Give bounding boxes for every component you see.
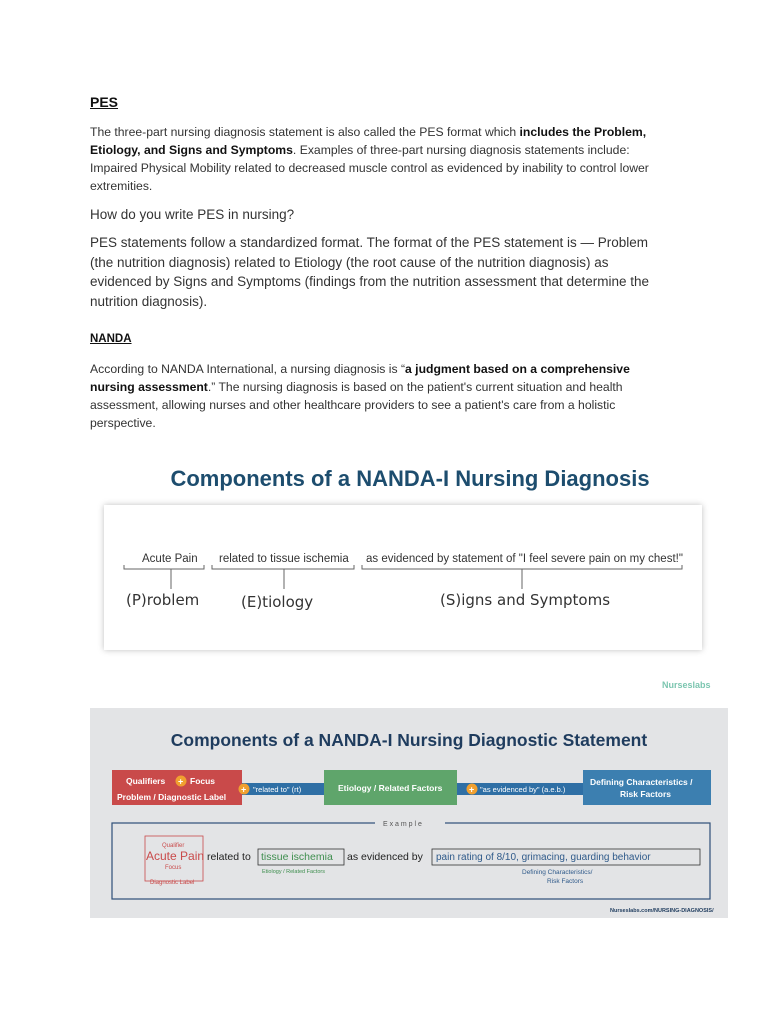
pes-heading: PES — [90, 94, 119, 110]
figure1-title: Components of a NANDA-I Nursing Diagnosis — [170, 466, 650, 491]
ex-qualifier: Qualifier — [162, 843, 185, 849]
fig1-label-signs: (S)igns and Symptoms — [440, 591, 611, 609]
fig1-segment-signs: as evidenced by statement of "I feel severe pain on my chest!" — [366, 553, 683, 565]
fig1-label-problem: (P)roblem — [126, 591, 200, 609]
f2-footer-logo: Nurseslabs.com/NURSING-DIAGNOSIS/ — [610, 908, 714, 914]
fig1-label-etiology: (E)tiology — [241, 593, 314, 611]
fig1-segment-problem: Acute Pain — [142, 553, 198, 565]
nanda-text-bold: a judgment based on a comprehensive nursing assessment — [90, 362, 630, 394]
f2-qualifiers: Qualifiers — [126, 776, 166, 786]
nurseslabs-logo: Nurseslabs — [662, 680, 711, 690]
ex-diagnostic-label: Diagnostic Label — [150, 880, 195, 886]
pes-text-a: The three-part nursing diagnosis statement is also called the PES format which — [90, 125, 520, 139]
ex-defchar-line2: Risk Factors — [547, 878, 584, 885]
f2-example-label: E x a m p l e — [383, 821, 422, 828]
nanda-text-b: .” The nursing diagnosis is based on the patient's current situation and health assessment, allowing nurses and other healthcare providers to see a patient's care from a holistic perspective. — [90, 380, 623, 430]
figure1-diagram — [104, 505, 702, 650]
pes-question: How do you write PES in nursing? — [90, 207, 295, 222]
nanda-text-a: According to NANDA International, a nursing diagnosis is “ — [90, 362, 406, 376]
f2-focus: Focus — [190, 776, 216, 786]
f2-etiology-box: Etiology / Related Factors — [338, 783, 443, 793]
pes-text-b: . Examples of three-part nursing diagnosis statements include: Impaired Physical Mobility related to decreased muscle control as evidenced by inability to control lower extremities. — [90, 143, 649, 193]
ex-acute-pain: Acute Pain — [146, 849, 205, 863]
f2-defchar-line1: Defining Characteristics / — [590, 777, 693, 787]
figure2-title: Components of a NANDA-I Nursing Diagnostic Statement — [170, 730, 648, 750]
svg-text:+: + — [469, 784, 475, 795]
fig1-segment-etiology: related to tissue ischemia — [219, 553, 349, 565]
pes-text-bold: includes the Problem, Etiology, and Signs and Symptoms — [90, 125, 647, 157]
ex-defchar-line1: Defining Characteristics/ — [522, 869, 593, 876]
f2-problem-label: Problem / Diagnostic Label — [117, 792, 227, 802]
ex-signs: pain rating of 8/10, grimacing, guarding behavior — [436, 852, 651, 863]
f2-related-to-connector: "related to" (rt) — [253, 785, 302, 794]
nanda-paragraph — [90, 360, 675, 432]
pes-paragraph — [90, 123, 675, 195]
f2-aeb-connector: "as evidenced by" (a.e.b.) — [480, 785, 566, 794]
nanda-heading: NANDA — [90, 333, 132, 345]
ex-focus: Focus — [165, 865, 182, 871]
f2-defchar-line2: Risk Factors — [620, 789, 672, 799]
ex-tissue-ischemia: tissue ischemia — [261, 851, 333, 863]
ex-related-to: related to — [207, 851, 251, 863]
pes-format-paragraph: PES statements follow a standardized format. The format of the PES statement is — Problem (the nutrition diagnosis) related to Etiology (the root cause of the nutrition diagnosis) as evidenced by Signs and Symptoms (findings from the nutrition assessment that determine the nutrition diagnosis). — [90, 235, 650, 309]
svg-text:+: + — [178, 776, 184, 787]
ex-etiology-label: Etiology / Related Factors — [262, 869, 325, 875]
svg-text:+: + — [241, 784, 247, 795]
figure2-diagram — [90, 708, 728, 918]
ex-aeb: as evidenced by — [347, 851, 423, 863]
